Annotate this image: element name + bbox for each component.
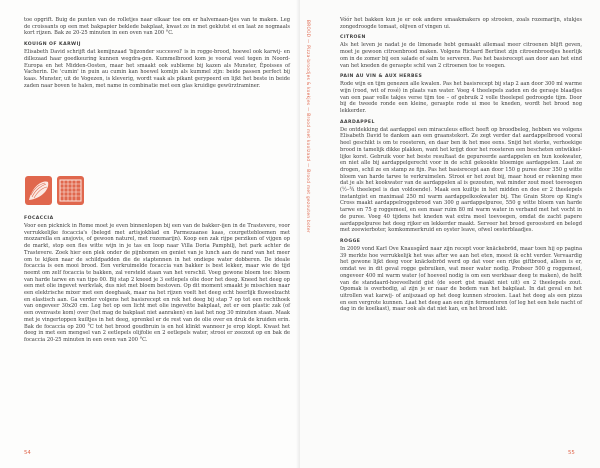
right-page [300,0,600,468]
section-heading-kummel: KOUIGN OF KARWIJ [24,42,81,48]
section-text-rogge: In 2009 vond Karl Ove Knausgård naar zijn recept voor knäckebröd, maar toen hij op pagina 39 merkte hoe verrukkelijk het was after we aan het eten, moest ik echt verder. Vervaardig het gewone lijkt deeg voor knäckebröd werd op dat voor een rijke giftbrood, alleen is er, omdat we in dit geval rogge gebruiken, wat meer water nodig. Probeer 500 g roggemeel, ongeveer 400 ml warm water (of hoeveel nodig is om een werkbaar deeg te maken), de helft van de standaard-hoeveelheid gist (de soort gist maakt niet uit) en 2 theelepels zout. Opomak is overbodig, al zijn je er naar de bodem van het bakplaat. In dat geval en het uitrollen wat karwij- of anijszaad op het deeg kunnen strooien. Laat het deeg als een pizza en een vergrote kunnen. Laat het deeg aan een zijn fermenteren (of leg het een hele nacht of dag in de koelkast), maar ook als dat niet kan, en het brood lukt. [340,245,582,313]
left-intro: toe opgrift. Buig de punten van de rolletjes naar elkaar toe om er halvemaan-tjes van te maken. Leg de croissants op een met bakpapier beklede bakplaat, kwast ze in met geklutst ei en laat ze nogmaals kort rijzen. Bak ze 20-25 minuten in een oven van 200 °C. [24,17,290,37]
page-number-left: 54 [24,450,31,456]
section-heading-citroen: CITROEN [340,35,366,41]
running-head-text: BROOD — Pizza-broodjes & koekjes — Brood met koolzaad — Brood met gezouten boter [306,20,311,233]
section-text-aardappel: De ontdekking dat aardappel een miraculeus effect heeft op broodbeleg, hebben we volgens Elisabeth David te danken aan een graanstekort. Ze zegt verder dat aardappelbrood vooral heel geschikt is om te roosteren, en daar ben ik het mee eens. Snijd het sterke, verhoekige brood in tamelijk dikke plakken, want het krijgt door het roosteren een bescheten ontwikkel-lijke korst. Gebruik voor het beste resultaat de gepureerde aardappelen en hun kookwater, en niet alle bij aardappelgerecht voor in de schil gekookte bloemige aardappelen. Laat ze drogen, schil ze en stamp ze fijn. Pas het basisrecept aan door 150 g puree door 350 g witte bloem van harde tarwe te verkruimelen. Strooi er het zout bij, maar houd er rekening mee dat je als het kookwater van de aardappelen al is gezouten, wat minder zout moet toevoegen (½–¾ theelepel is dan voldoende). Maak een kuiltje in het midden en doe er 2 theelepels instantgist en maximaal 250 ml warm aardappelkookwater bij. The Grain Store op King's Cross maakt aardappelroggebrood van 300 g aardappelpuree, 550 g witte bloem van harde tarwe en 75 g roggemeel, en een maar ruim 80 ml warm water in verband met het vocht in de puree. Voeg 40 tijdens het kneden wat extra meel toevoegen, omdat de zacht papere aardappelpuree het deeg rijker en lekkerder maakt. Serveer het brood geroosterd en belegd met zeewierboter, komkommerkruid en oyster leave, ofwel oesterblaadjes. [340,126,582,234]
page-number-right: 55 [568,450,575,456]
left-column [24,17,290,89]
section-heading-rogge: ROGGE [340,238,361,244]
section-heading-aardappel: AARDAPPEL [340,119,375,125]
running-head [304,20,312,260]
section-heading-focaccia: FOCACCIA [24,216,54,221]
section-heading-pain-au-vin: PAIN AU VIN & AUX HERBES [340,74,423,80]
focaccia-illustration [24,174,86,208]
section-text-focaccia: Voor een picknick in Rome moet je even binnenlopen bij een van de bakker-ijen in de Trastevere, voor verrukkelijke focaccia's (belegd met artisjokblad en Parmezaanse kaas, courgettebloemen met mozzarella en ansjovis, of gewoon naturel, met rozemarijn). Koop een zak rijpe perziken of vijgen op de markt, stop een fles witte wijn in je tas en loop naar Villa Doria Pamphilj, het park achter de Trastevere. Zoek hier een plek onder de pijnbomen en geniet van je lunch aan de rand van het meer om te kijken naar de schildpadden die de staptennen in het ondiepe water dobberen. De ideale focaccia is een mooi brood. Een verkruimelde focaccia van bakker is best lekker, maar wie de tijd neemt om zelf focaccia te bakken, zal versteld staan van het verschil. Voeg gewone bloem toe: bloem van harde tarwe en van tipo 00. Bij stap 2 kneed je 3 eetlepels olie door het deeg. Kneed het deeg op een met olie ingevet werkvlak, dus niet met bloem bestoven. Op dit moment smaakt je misschien naar een elektrische mixer met een deeghaak, maar na het rijzen voelt het deeg echt heerlijk fluweelzacht en elastisch aan. Ga verder volgens het basisrecept en rek het deeg bij stap 7 op tot een rechthoek van ongeveer 30x20 cm. Leg het op een licht met olie ingevette bakplaat, zet er een plastic zak (of een ovenvaste kom) over (het mag de bakplaat niet aanraken) en laat het nog 30 minuten staan. Maak met je vingertoppen kuiltjes in het deeg, sprenkel er de rest van de olie over en druk de kruiden erin. Bak de focaccia op 200 °C tot het brood goudbruin is en hol klinkt wanneer je erop klopt. Kwast het deeg in met een mengsel van 2 eetlepels olijfolie en 2 eetlepels water, strooi er zeezout op en bak de focaccia 20-25 minuten in een oven van 200 °C. [24,223,290,343]
section-text-citroen: Als het leven je nadat je de limonade hebt gemaakt allemaal meer citroenen blijft geven, moet je gewoon citroenbrood maken. Volgens Richard Bertinet zijn citroenbroodjes heerlijk om in de zomer bij een salade of salm te serveren. Pas het basisrecept aan door aan het eind van het kneden de geraspte schil van 2 citroenen toe te voegen. [340,42,582,69]
left-column-focaccia [24,216,290,344]
right-column [340,17,582,313]
section-text-kummel: Elisabeth David schrijft dat kemijnzaad 'bijzonder succesvol' is in rogge-brood, hoewel ook karwij- en dillezaad haar goedkeuring kunnen wegdra-gen. Kummelbrood kom je vooral veel tegen in Noord-Europa en het Midden-Oosten, maar het smaakt ook sublieme bij kazen als Munster, Époisses of Vacherin. De 'cumin' in puin au cumin kan hoewel komijn als kummel zijn: beide passen perfect bij kaas. Munster, uit de Vogezen, is kleverig, wordt vaak als pikant gerypeerd en lijkt het beste in beide zaden naar boven te halen, met name in combinatie met een glas kruidige gewürztraminer. [24,49,290,89]
section-text-pain-au-vin: Rode wijn en tijm genezen alle kwalen. Pas het basisrecept bij stap 2 aan door 300 ml warme wijn (rood, wit of rosé) in plaats van water. Voeg 4 theelepels zaden en de gerasje blaadjes van een paar volle takjes verse tijm toe – of gebruik 2 volle theelepel gedroogde tijm. Door bij de tweede ronde een kleine, geraspte rode ui mee te kneden, wordt het brood nog lekkerder. [340,81,582,115]
right-intro: Vóór het bakken kun je er ook andere smaakmakers op strooien, zoals rozemarijn, stukjes zongedroogde tomaat, olijven of vingen ui. [340,17,582,30]
